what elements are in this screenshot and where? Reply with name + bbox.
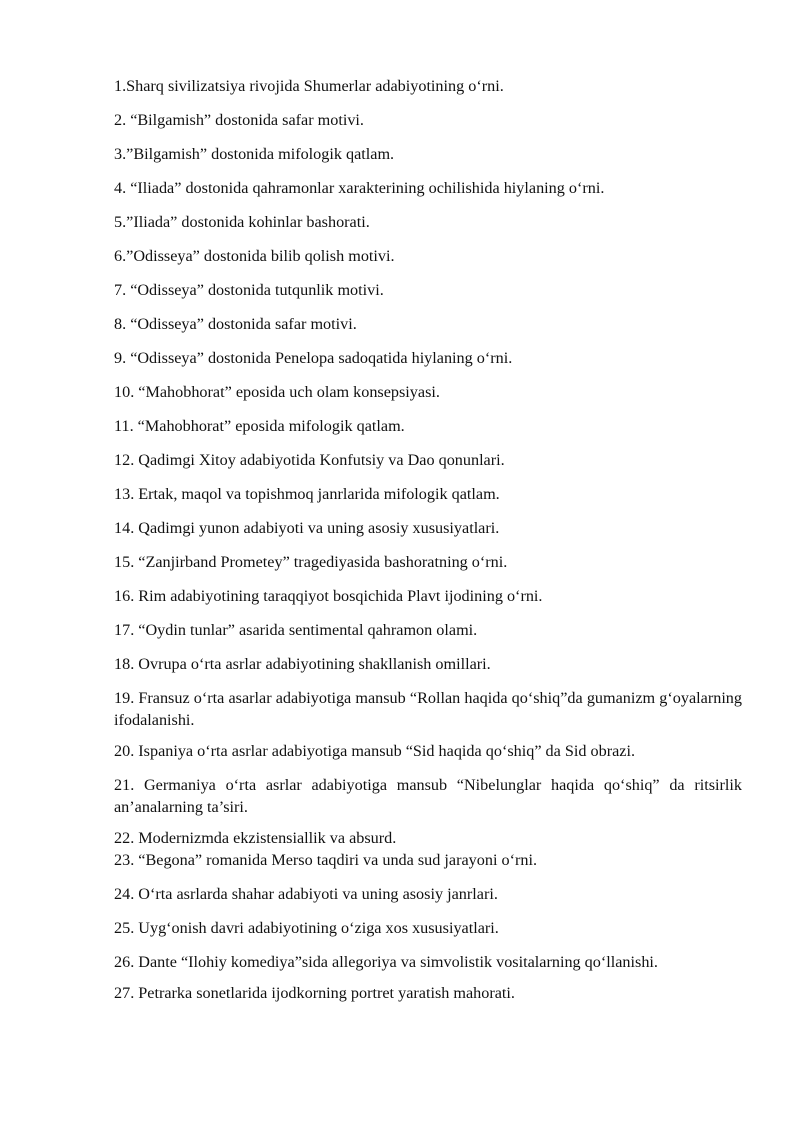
topic-item-12: 12. Qadimgi Xitoy adabiyotida Konfutsiy va Dao qonunlari.	[114, 451, 505, 469]
topic-item-16: 16. Rim adabiyotining taraqqiyot bosqichida Plavt ijodining o‘rni.	[114, 587, 543, 605]
topic-item-1: 1.Sharq sivilizatsiya rivojida Shumerlar adabiyotining o‘rni.	[114, 77, 504, 95]
topic-item-22: 22. Modernizmda ekzistensiallik va absurd.	[114, 829, 397, 847]
topic-item-14: 14. Qadimgi yunon adabiyoti va uning asosiy xususiyatlari.	[114, 519, 500, 537]
topic-list	[114, 75, 742, 1016]
topic-item-5: 5.”Iliada” dostonida kohinlar bashorati.	[114, 213, 370, 231]
topic-item-6: 6.”Odisseya” dostonida bilib qolish motivi.	[114, 247, 395, 265]
topic-item-8: 8. “Odisseya” dostonida safar motivi.	[114, 315, 357, 333]
topic-item-21: 21. Germaniya o‘rta asrlar adabiyotiga mansub “Nibelunglar haqida qo‘shiq” da ritsirlik an’analarning ta’siri.	[114, 776, 742, 816]
topic-item-13: 13. Ertak, maqol va topishmoq janrlarida mifologik qatlam.	[114, 485, 500, 503]
topic-item-10: 10. “Mahobhorat” eposida uch olam konsepsiyasi.	[114, 383, 440, 401]
topic-item-27: 27. Petrarka sonetlarida ijodkorning portret yaratish mahorati.	[114, 984, 515, 1002]
topic-item-20: 20. Ispaniya o‘rta asrlar adabiyotiga mansub “Sid haqida qo‘shiq” da Sid obrazi.	[114, 742, 636, 760]
topic-item-4: 4. “Iliada” dostonida qahramonlar xarakterining ochilishida hiylaning o‘rni.	[114, 179, 605, 197]
topic-item-26: 26. Dante “Ilohiy komediya”sida allegoriya va simvolistik vositalarning qo‘llanishi.	[114, 953, 658, 971]
topic-item-25: 25. Uyg‘onish davri adabiyotining o‘ziga xos xususiyatlari.	[114, 919, 499, 937]
topic-item-3: 3.”Bilgamish” dostonida mifologik qatlam.	[114, 145, 395, 163]
topic-item-9: 9. “Odisseya” dostonida Penelopa sadoqatida hiylaning o‘rni.	[114, 349, 513, 367]
topic-item-2: 2. “Bilgamish” dostonida safar motivi.	[114, 111, 364, 129]
topic-item-24: 24. O‘rta asrlarda shahar adabiyoti va uning asosiy janrlari.	[114, 885, 498, 903]
topic-item-15: 15. “Zanjirband Prometey” tragediyasida bashoratning o‘rni.	[114, 553, 508, 571]
topic-item-23: 23. “Begona” romanida Merso taqdiri va unda sud jarayoni o‘rni.	[114, 851, 538, 869]
topic-item-18: 18. Ovrupa o‘rta asrlar adabiyotining shakllanish omillari.	[114, 655, 491, 673]
topic-item-7: 7. “Odisseya” dostonida tutqunlik motivi.	[114, 281, 384, 299]
topic-item-19: 19. Fransuz o‘rta asarlar adabiyotiga mansub “Rollan haqida qo‘shiq”da gumanizm g‘oyalarning ifodalanishi.	[114, 689, 742, 729]
topic-item-17: 17. “Oydin tunlar” asarida sentimental qahramon olami.	[114, 621, 478, 639]
topic-item-11: 11. “Mahobhorat” eposida mifologik qatlam.	[114, 417, 405, 435]
